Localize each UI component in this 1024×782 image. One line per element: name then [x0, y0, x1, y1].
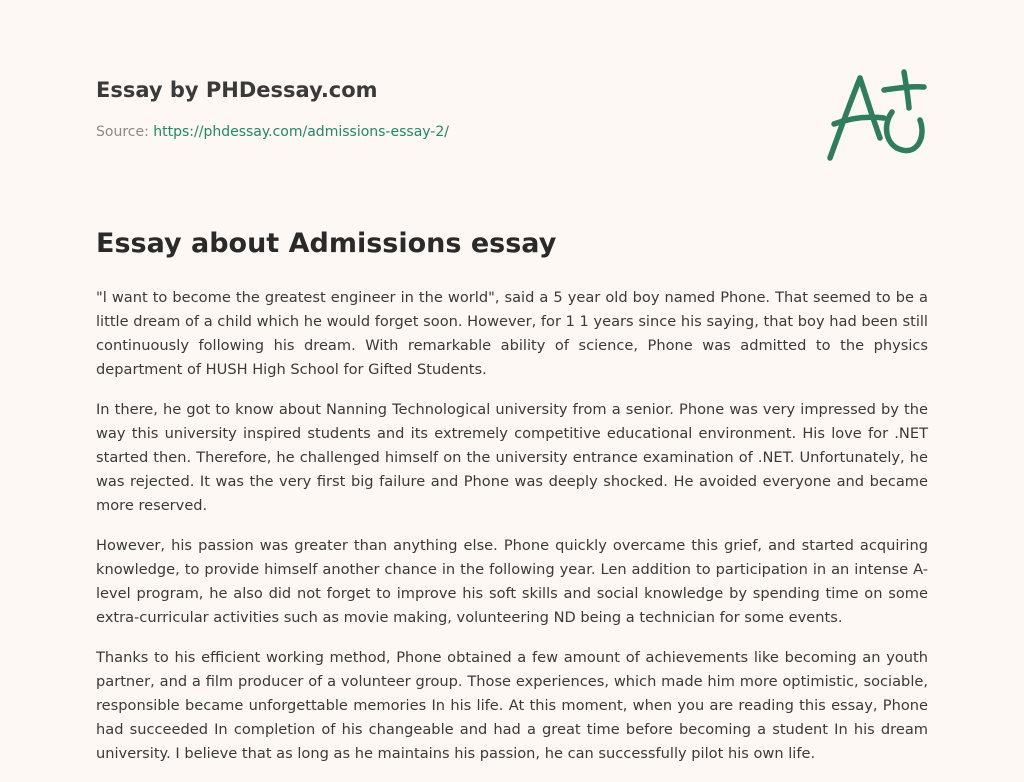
source-label: Source: — [96, 124, 154, 140]
site-title: Essay by PHDessay.com — [96, 78, 378, 102]
a-plus-grade-icon — [820, 66, 930, 166]
essay-paragraph: However, his passion was greater than anything else. Phone quickly overcame this grief, and started acquiring knowledge, to provide himself another chance in the following year. Len addition to participation in an intense A-level program, he also did not forget to improve his soft skills and social knowledge by spending time on some extra-curricular activities such as movie making, volunteering ND being a technician for some events. — [96, 537, 928, 626]
essay-paragraph: In there, he got to know about Nanning Technological university from a senior. Phone was very impressed by the way this university inspired students and its extremely competitive educational environment. His love for .NET started then. Therefore, he challenged himself on the university entrance examination of .NET. Unfortunately, he was rejected. It was the very first big failure and Phone was deeply shocked. He avoided everyone and became more reserved. — [96, 401, 928, 514]
essay-paragraph: Thanks to his efficient working method, Phone obtained a few amount of achievements like becoming an youth partner, and a film producer of a volunteer group. Those experiences, which made him more optimistic, sociable, responsible became unforgettable memories In his life. At this moment, when you are reading this essay, Phone had succeeded In completion of his changeable and had a great time before becoming a student In his dream university. I believe that as long as he maintains his passion, he can successfully pilot his own life. — [96, 649, 928, 762]
page-header — [96, 76, 796, 142]
essay-paragraph: "l want to become the greatest engineer in the world", said a 5 year old boy named Phone. That seemed to be a little dream of a child which he would forget soon. However, for 1 1 years since his saying, that boy had been still continuously following his dream. With remarkable ability of science, Phone was admitted to the physics department of HUSH High School for Gifted Students. — [96, 289, 928, 378]
essay-title: Essay about Admissions essay — [96, 228, 557, 259]
source-line — [96, 122, 796, 142]
source-link[interactable]: https://phdessay.com/admissions-essay-2/ — [153, 124, 449, 140]
essay-content — [96, 224, 928, 782]
